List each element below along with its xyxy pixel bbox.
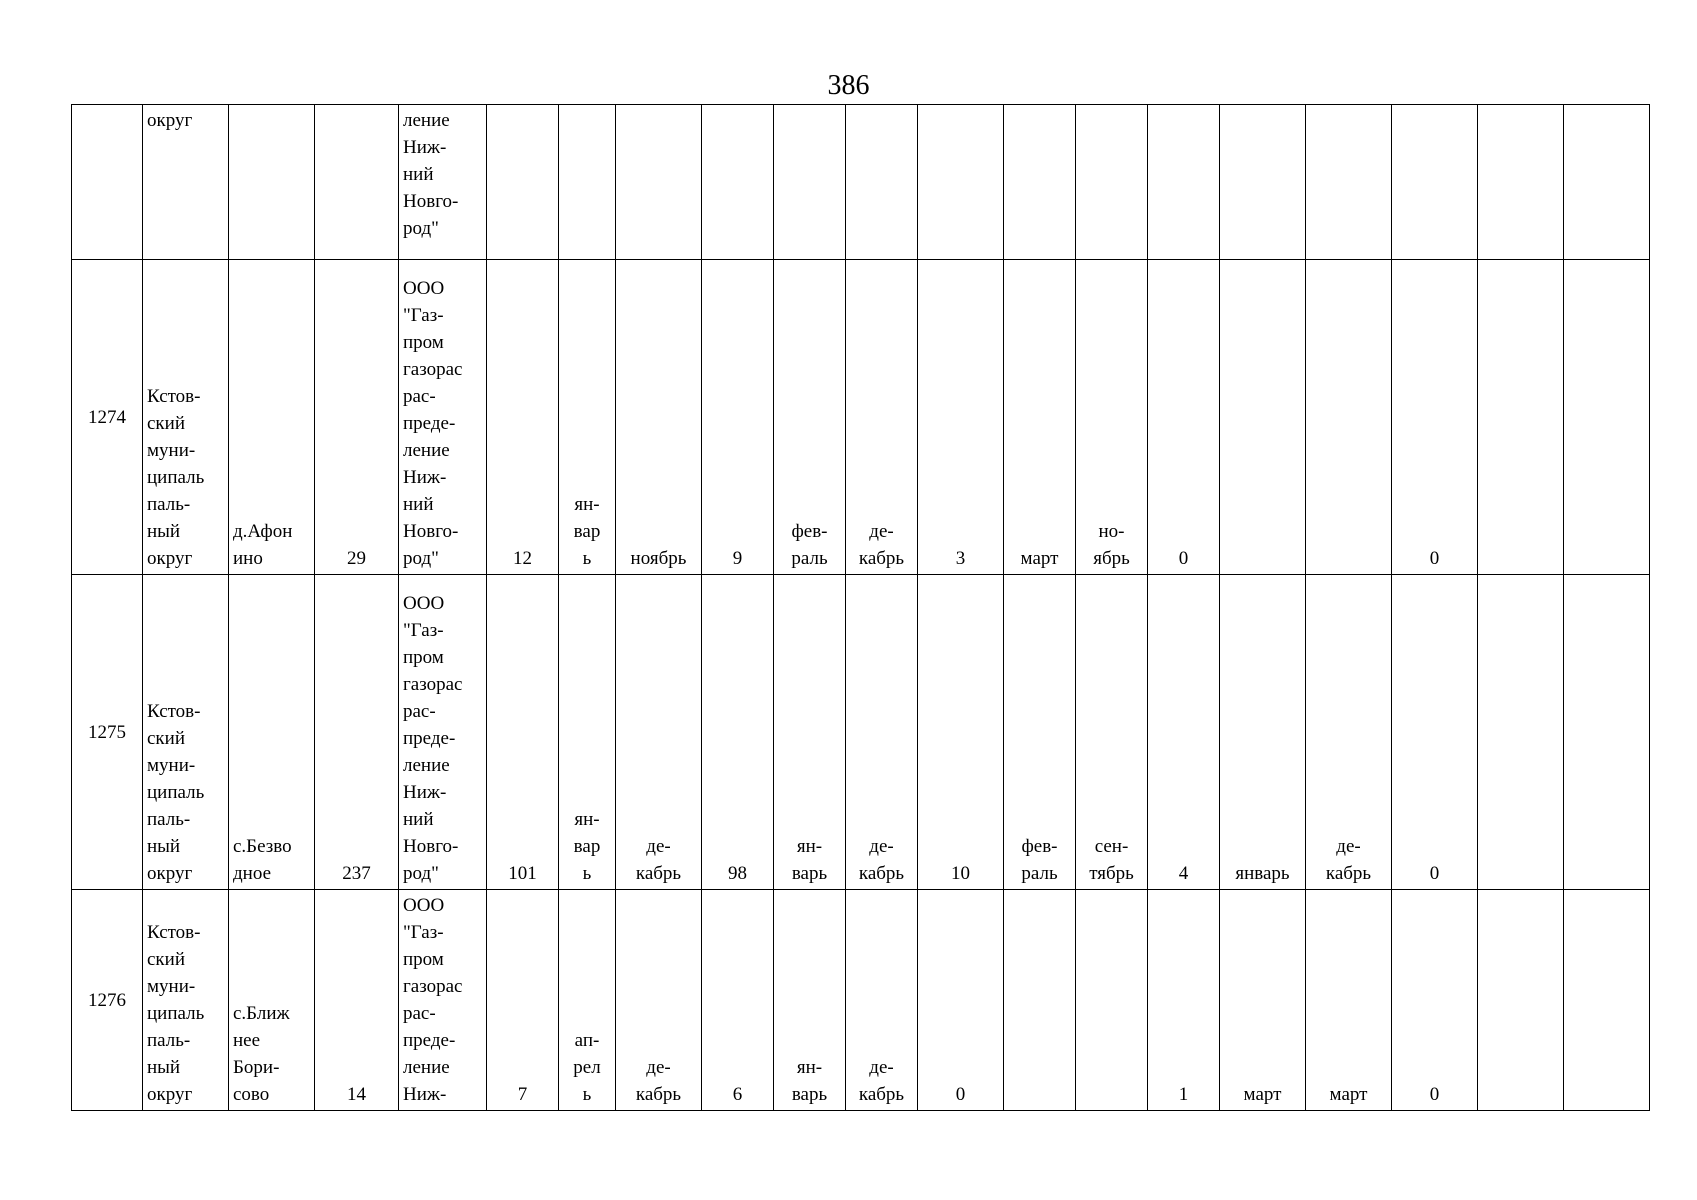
table-cell	[1478, 575, 1564, 890]
table-cell: сен- тябрь	[1076, 575, 1148, 890]
table-cell: 14	[315, 890, 399, 1111]
table-cell: 237	[315, 575, 399, 890]
table-cell: 6	[702, 890, 774, 1111]
organization-cell: ООО "Газ- пром газорас рас- преде- ление Ниж- ний Новго- род"	[399, 260, 487, 575]
settlement-cell: с.Ближ нее Бори- сово	[229, 890, 315, 1111]
table-cell	[1076, 105, 1148, 260]
table-cell	[1478, 105, 1564, 260]
table-cell	[1564, 890, 1650, 1111]
table-row	[72, 260, 1650, 575]
table-cell	[1306, 260, 1392, 575]
table-cell: 9	[702, 260, 774, 575]
table-cell: 101	[487, 575, 559, 890]
table-cell: март	[1220, 890, 1306, 1111]
table-cell: ап- рел ь	[559, 890, 616, 1111]
table-cell: 0	[1392, 260, 1478, 575]
table-row	[72, 575, 1650, 890]
organization-cell: ООО "Газ- пром газорас рас- преде- ление Ниж-	[399, 890, 487, 1111]
table-cell	[1478, 260, 1564, 575]
table-cell	[1148, 105, 1220, 260]
district-cell: Кстов- ский муни- ципаль паль- ный округ	[143, 260, 229, 575]
table-cell	[1392, 105, 1478, 260]
table-cell	[1004, 105, 1076, 260]
table-cell: 0	[1148, 260, 1220, 575]
table-cell: де- кабрь	[846, 575, 918, 890]
table-cell: фев- раль	[1004, 575, 1076, 890]
table-cell: де- кабрь	[616, 890, 702, 1111]
page-number: 386	[827, 70, 870, 101]
table-cell	[918, 105, 1004, 260]
table-cell: ян- варь	[774, 890, 846, 1111]
table-cell	[1220, 105, 1306, 260]
table-cell: 4	[1148, 575, 1220, 890]
table-cell	[616, 105, 702, 260]
table-cell	[1564, 105, 1650, 260]
district-cell: округ	[143, 105, 229, 260]
table-cell: январь	[1220, 575, 1306, 890]
table-cell: 0	[918, 890, 1004, 1111]
table-cell: де- кабрь	[846, 890, 918, 1111]
table-cell: 3	[918, 260, 1004, 575]
table-cell: 10	[918, 575, 1004, 890]
table-cell: но- ябрь	[1076, 260, 1148, 575]
row-number: 1276	[72, 890, 143, 1111]
table-cell	[846, 105, 918, 260]
table-cell: ноябрь	[616, 260, 702, 575]
table-row	[72, 105, 1650, 260]
organization-cell: ООО "Газ- пром газорас рас- преде- ление Ниж- ний Новго- род"	[399, 575, 487, 890]
table-cell: март	[1004, 260, 1076, 575]
registry-table	[71, 104, 1650, 1111]
table-cell	[1220, 260, 1306, 575]
table-cell	[1564, 260, 1650, 575]
table-cell: де- кабрь	[846, 260, 918, 575]
table-cell	[1564, 575, 1650, 890]
table-cell	[1076, 890, 1148, 1111]
settlement-cell: д.Афон ино	[229, 260, 315, 575]
table-cell	[1478, 890, 1564, 1111]
table-cell: 0	[1392, 890, 1478, 1111]
table-cell: 7	[487, 890, 559, 1111]
table-cell: фев- раль	[774, 260, 846, 575]
district-cell: Кстов- ский муни- ципаль паль- ный округ	[143, 575, 229, 890]
table-cell	[702, 105, 774, 260]
row-number: 1275	[72, 575, 143, 890]
table-cell	[559, 105, 616, 260]
table-cell	[1306, 105, 1392, 260]
row-number: 1274	[72, 260, 143, 575]
table-cell: ян- варь	[774, 575, 846, 890]
table-cell: март	[1306, 890, 1392, 1111]
table-cell	[315, 105, 399, 260]
table-cell: ян- вар ь	[559, 260, 616, 575]
table-row	[72, 890, 1650, 1111]
table-cell	[774, 105, 846, 260]
table-cell: ян- вар ь	[559, 575, 616, 890]
district-cell: Кстов- ский муни- ципаль паль- ный округ	[143, 890, 229, 1111]
table-cell: 0	[1392, 575, 1478, 890]
table-cell: де- кабрь	[616, 575, 702, 890]
table-cell	[487, 105, 559, 260]
organization-cell: ление Ниж- ний Новго- род"	[399, 105, 487, 260]
row-number	[72, 105, 143, 260]
table-cell: 29	[315, 260, 399, 575]
table-cell: 12	[487, 260, 559, 575]
table-cell: 98	[702, 575, 774, 890]
settlement-cell	[229, 105, 315, 260]
table-cell: де- кабрь	[1306, 575, 1392, 890]
table-cell: 1	[1148, 890, 1220, 1111]
table-cell	[1004, 890, 1076, 1111]
settlement-cell: с.Безво дное	[229, 575, 315, 890]
